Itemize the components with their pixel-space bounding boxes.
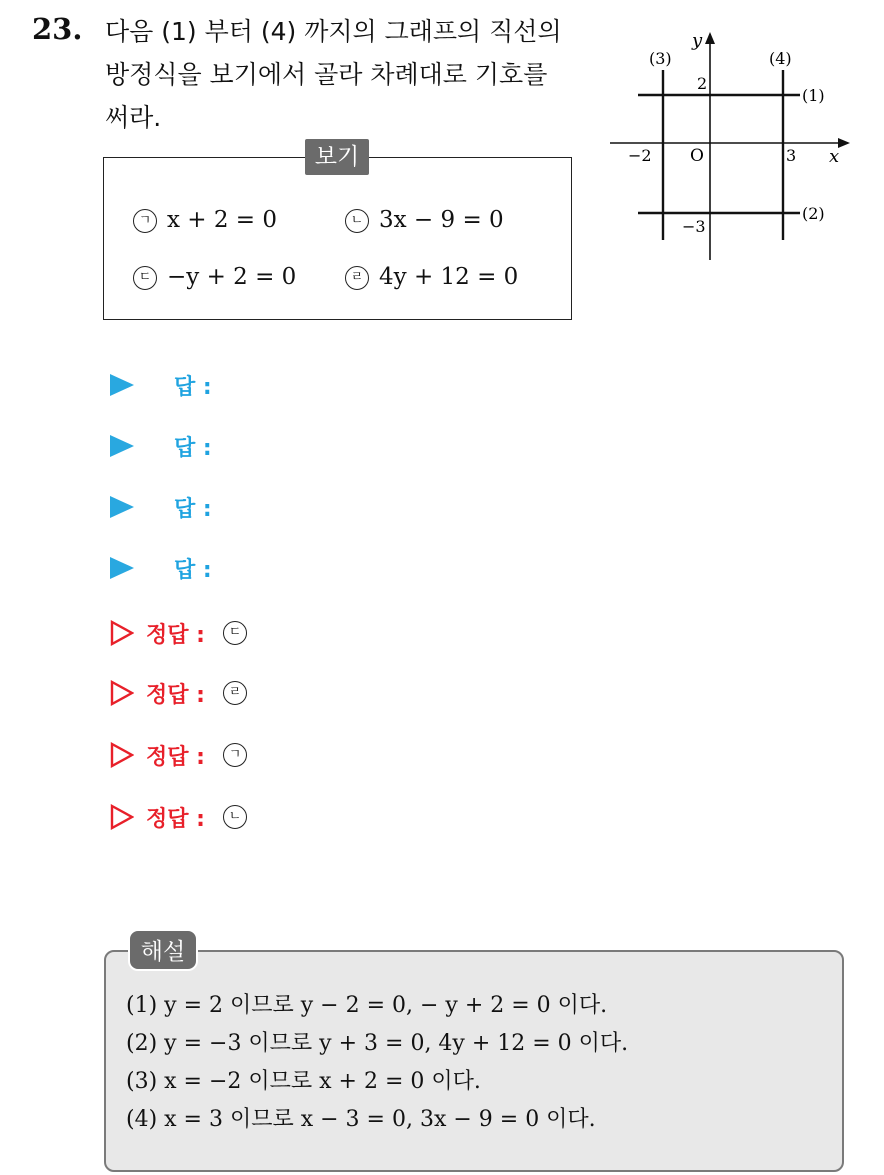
x-axis-label: x bbox=[829, 146, 840, 167]
outline-triangle-icon bbox=[110, 680, 134, 706]
option-expr: −y + 2 = 0 bbox=[167, 264, 297, 290]
line-graph bbox=[600, 28, 860, 268]
x-axis-arrow-icon bbox=[838, 138, 850, 148]
bogi-option-1 bbox=[133, 207, 277, 233]
correct-label: 정답 : bbox=[146, 622, 205, 648]
correct-answer-row bbox=[110, 673, 247, 713]
correct-mark: ㄹ bbox=[223, 681, 247, 705]
option-expr: 4y + 12 = 0 bbox=[379, 264, 519, 290]
outline-triangle-icon bbox=[110, 620, 134, 646]
option-expr: x + 2 = 0 bbox=[167, 207, 278, 233]
answer-row[interactable] bbox=[110, 489, 212, 525]
correct-mark: ㄴ bbox=[223, 805, 247, 829]
correct-mark: ㄱ bbox=[223, 743, 247, 767]
question-line: 다음 (1) 부터 (4) 까지의 그래프의 직선의 bbox=[105, 17, 562, 46]
tick-x-pos: 3 bbox=[786, 146, 797, 165]
answer-row[interactable] bbox=[110, 367, 212, 403]
solution-line: (1) y = 2 이므로 y − 2 = 0, − y + 2 = 0 이다. bbox=[126, 993, 608, 1018]
play-arrow-icon bbox=[110, 496, 134, 518]
tick-y-pos: 2 bbox=[697, 74, 708, 93]
option-mark: ㄷ bbox=[133, 266, 157, 290]
solution-line: (2) y = −3 이므로 y + 3 = 0, 4y + 12 = 0 이다. bbox=[126, 1031, 629, 1056]
play-arrow-icon bbox=[110, 374, 134, 396]
tick-y-neg: −3 bbox=[682, 217, 706, 236]
solution-title: 해설 bbox=[128, 929, 198, 971]
correct-answer-row bbox=[110, 613, 247, 653]
correct-answer-row bbox=[110, 735, 247, 775]
outline-triangle-icon bbox=[110, 804, 134, 830]
play-arrow-icon bbox=[110, 435, 134, 457]
line-label-2: (2) bbox=[802, 204, 825, 223]
solution-line: (4) x = 3 이므로 x − 3 = 0, 3x − 9 = 0 이다. bbox=[126, 1107, 596, 1132]
y-axis-arrow-icon bbox=[705, 32, 715, 44]
bogi-box bbox=[103, 157, 572, 320]
solution-line: (3) x = −2 이므로 x + 2 = 0 이다. bbox=[126, 1069, 481, 1094]
line-label-4: (4) bbox=[769, 49, 792, 68]
answer-label: 답 : bbox=[174, 557, 212, 583]
correct-label: 정답 : bbox=[146, 744, 205, 770]
tick-x-neg: −2 bbox=[628, 146, 652, 165]
correct-label: 정답 : bbox=[146, 682, 205, 708]
question-text bbox=[105, 10, 595, 139]
answer-label: 답 : bbox=[174, 374, 212, 400]
play-arrow-icon bbox=[110, 557, 134, 579]
question-line: 써라. bbox=[105, 103, 162, 132]
option-mark: ㄱ bbox=[133, 209, 157, 233]
answer-row[interactable] bbox=[110, 550, 212, 586]
correct-mark: ㄷ bbox=[223, 621, 247, 645]
y-axis-label: y bbox=[692, 30, 703, 51]
answer-label: 답 : bbox=[174, 435, 212, 461]
solution-box bbox=[104, 950, 844, 1172]
option-mark: ㄹ bbox=[345, 266, 369, 290]
option-expr: 3x − 9 = 0 bbox=[379, 207, 504, 233]
outline-triangle-icon bbox=[110, 742, 134, 768]
bogi-option-3 bbox=[133, 264, 296, 290]
bogi-option-4 bbox=[345, 264, 518, 290]
line-label-3: (3) bbox=[649, 49, 672, 68]
correct-label: 정답 : bbox=[146, 806, 205, 832]
question-line: 방정식을 보기에서 골라 차례대로 기호를 bbox=[105, 60, 548, 89]
bogi-option-2 bbox=[345, 207, 504, 233]
correct-answer-row bbox=[110, 797, 247, 837]
origin-label: O bbox=[690, 146, 704, 166]
answer-label: 답 : bbox=[174, 496, 212, 522]
line-label-1: (1) bbox=[802, 86, 825, 105]
answer-row[interactable] bbox=[110, 428, 212, 464]
bogi-title: 보기 bbox=[305, 139, 369, 175]
question-number: 23. bbox=[32, 12, 83, 46]
option-mark: ㄴ bbox=[345, 209, 369, 233]
